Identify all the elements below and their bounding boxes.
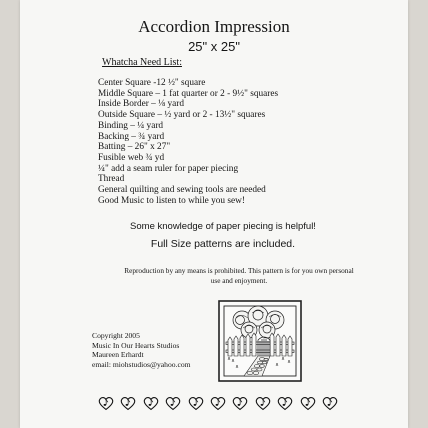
designer-name: Maureen Erhardt	[92, 350, 144, 360]
heart-with-music-note-icon	[165, 396, 181, 411]
heart-with-music-note-icon	[210, 396, 226, 411]
pattern-title: Accordion Impression	[138, 17, 290, 36]
reproduction-notice: Reproduction by any means is prohibited. This pattern is for you own personal use and enjoyment.	[124, 266, 354, 285]
heart-with-music-note-icon	[120, 396, 136, 411]
supply-item: Good Music to listen to while you sew!	[98, 195, 245, 206]
supplies-list	[98, 78, 278, 206]
heart-with-music-note-icon	[143, 396, 159, 411]
heart-with-music-note-icon	[300, 396, 316, 411]
heart-with-music-note-icon	[188, 396, 204, 411]
studio-name: Music In Our Hearts Studios	[92, 340, 180, 350]
copyright-line: Copyright 2005	[92, 331, 140, 340]
supply-item: Thread	[98, 174, 125, 185]
supply-item: Backing – ¾ yard	[98, 131, 165, 142]
contact-email: email: miohstudios@yahoo.com	[92, 359, 191, 369]
supply-item: Fusible web ¾ yd	[98, 152, 165, 163]
pattern-size: 25" x 25"	[188, 39, 240, 54]
copyright-block	[92, 331, 191, 369]
supplies-heading: Whatcha Need List:	[102, 57, 182, 68]
pattern-sheet	[20, 0, 408, 428]
supply-item: Outside Square – ½ yard or 2 - 13½" squares	[98, 110, 266, 121]
supply-item: General quilting and sewing tools are needed	[98, 185, 266, 196]
quilt-illustration	[218, 300, 302, 382]
heart-with-music-note-icon	[255, 396, 271, 411]
supply-item: Binding – ¼ yard	[98, 120, 164, 131]
supply-item: Batting – 26" x 27"	[98, 142, 171, 153]
heart-with-music-note-icon	[98, 396, 114, 411]
hearts-border	[98, 393, 338, 413]
heart-with-music-note-icon	[232, 396, 248, 411]
patterns-included-note: Full Size patterns are included.	[150, 238, 296, 250]
heart-with-music-note-icon	[322, 396, 338, 411]
supply-item: Inside Border – ⅛ yard	[98, 99, 184, 110]
supply-item: Center Square -12 ½" square	[98, 78, 206, 88]
heart-with-music-note-icon	[277, 396, 293, 411]
supply-item: Middle Square – 1 fat quarter or 2 - 9½" squares	[98, 88, 279, 99]
paper-piecing-note: Some knowledge of paper piecing is helpful!	[130, 221, 316, 232]
supply-item: ¼" add a seam ruler for paper piecing	[98, 163, 239, 174]
